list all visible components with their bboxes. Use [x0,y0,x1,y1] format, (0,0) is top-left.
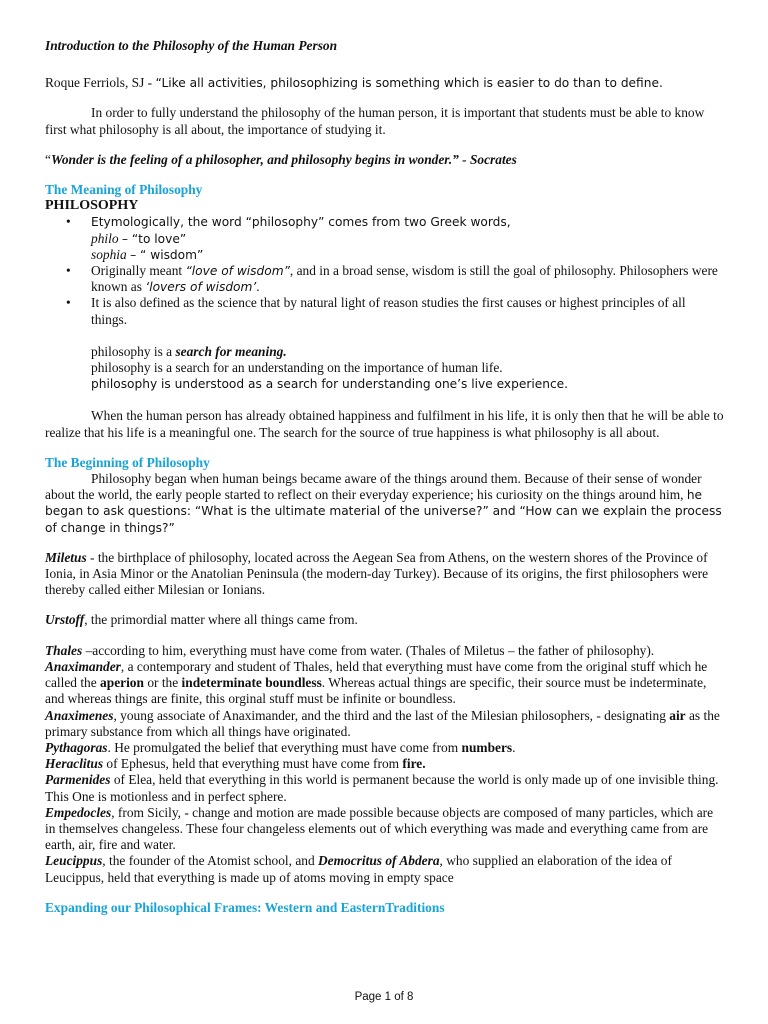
heraclitus-text: of Ephesus, held that everything must have come from [106,756,400,772]
socrates-quote [45,152,725,168]
parmenides-text: of Elea, held that everything in this world is permanent because the world is only made up of one invisible thing. This One is motionless and in perfect sphere. [45,772,719,804]
socrates-quote-text: Wonder is the feeling of a philosopher, and philosophy begins in wonder.” - Socrates [50,151,517,167]
heraclitus-term: Heraclitus [45,756,104,772]
leucippus-entry [45,853,725,885]
anaximenes-term: Anaximenes [45,707,114,723]
urstoff-text: , the primordial matter where all things came from. [84,612,358,628]
pythagoras-numbers: numbers [461,739,513,755]
philo-def: – “to love” [121,231,187,246]
beginning-questions: he began to ask questions: “What is the ultimate material of the universe?” and “How can we explain the process of change in things?” [45,488,722,535]
empedocles-term: Empedocles [45,804,112,820]
bullet-etymology [66,214,725,263]
empedocles-text: , from Sicily, - change and motion are made possible because objects are composed of many particles, which are in themselves changeless. These four changeless elements out of which everything was made and everything came from are earth, air, fire and water. [45,804,714,853]
sophia-word: sophia [91,246,127,262]
bullet-dot-icon: • [66,295,71,311]
miletus-text: - the birthplace of philosophy, located across the Aegean Sea from Athens, on the western shores of the Province of Ionia, in Asia Minor or the Anatolian Peninsula (the modern-day Turkey). Because of its origins, the first philosophers were thereby called either Milesian or Ionians. [45,549,709,598]
beginning-text: Philosophy began when human beings became aware of the things around them. Because of their sense of wonder about the world, the early people started to reflect on their everyday experience; his curiosity on the things around him, [45,471,702,503]
pythagoras-term: Pythagoras [45,739,108,755]
thales-term: Thales [45,642,83,658]
pythagoras-text-2: . [512,739,516,755]
philo-line [91,231,725,247]
anaximander-text-2: or the [147,675,179,691]
bullet2-part3: . [256,279,260,295]
socrates-open-quote: “ [45,151,51,167]
happiness-paragraph: When the human person has already obtained happiness and fulfilment in his life, it is only then that he will be able to realize that his life is a meaningful one. The search for the source of true happiness is what philosophy is all about. [45,408,724,440]
sophia-def: – “ wisdom” [130,247,204,262]
urstoff-term: Urstoff [45,612,85,628]
sophia-line [91,247,725,263]
intro-paragraph: In order to fully understand the philosophy of the human person, it is important that students must be able to know first what philosophy is all about, the importance of studying it. [45,105,705,137]
leucippus-text-2: , who supplied an elaboration of the idea of Leucippus, held that everything is made up of atoms moving in empty space [45,853,672,885]
anaximander-text-3: . Whereas actual things are specific, their source must be indeterminate, and whereas things are finite, this orginal stuff must be infinite or boundless. [45,675,707,707]
anaximander-aperion: aperion [100,675,144,691]
definitions-block [45,344,725,393]
bullet2-part2: , and in a broad sense, wisdom is still the goal of philosophy. Philosophers were known as [91,263,718,295]
definition-2: philosophy is a search for an understanding on the importance of human life. [91,360,503,376]
anaximander-text-1: , a contemporary and student of Thales, held that everything must have come from the original stuff which he called the [45,658,708,691]
def1-pre: philosophy is a [91,343,173,359]
beginning-paragraph [45,471,725,536]
philo-word: philo [91,230,119,246]
etymology-text: Etymologically, the word “philosophy” comes from two Greek words, [91,215,511,230]
pythagoras-entry [45,740,725,756]
definition-1 [91,344,725,360]
bullet-dot-icon: • [66,263,71,279]
anaximenes-air: air [669,707,686,723]
leucippus-text-1: , the founder of the Atomist school, and [102,853,315,869]
anaximander-entry [45,659,725,708]
parmenides-term: Parmenides [45,772,111,788]
thales-text: –according to him, everything must have come from water. (Thales of Miletus – the father of philosophy). [85,642,655,658]
anaximander-term: Anaximander [45,658,121,674]
definition-3: philosophy is understood as a search for understanding one’s live experience. [91,377,569,392]
anaximenes-text-1: , young associate of Anaximander, and the third and the last of the Milesian philosophers, - designating [113,707,666,723]
def1-bold: search for meaning. [175,343,287,359]
section-heading-meaning: The Meaning of Philosophy [45,182,203,198]
document-page [45,38,725,916]
meaning-bullet-list [45,214,725,327]
bullet2-italic1: “love of wisdom” [185,264,290,279]
democritus-term: Democritus of Abdera [318,853,440,869]
bullet2-part1: Originally meant [91,263,183,279]
parmenides-entry [45,772,725,804]
section-heading-beginning: The Beginning of Philosophy [45,454,210,470]
section-heading-expanding: Expanding our Philosophical Frames: Western and EasternTraditions [45,899,445,915]
urstoff-paragraph [45,612,725,628]
bullet2-italic2: ‘lovers of wisdom’ [145,280,257,295]
heraclitus-entry [45,756,725,772]
leucippus-term: Leucippus [45,853,103,869]
heraclitus-fire: fire. [402,756,426,772]
ferriols-quote [45,75,725,91]
pythagoras-text-1: . He promulgated the belief that everything must have come from [107,739,459,755]
anaximenes-text-2: as the primary substance from which all things have originated. [45,707,720,739]
anaximander-boundless: indeterminate boundless [181,675,322,691]
page-footer: Page 1 of 8 [354,991,414,1003]
bullet-science [66,295,725,327]
empedocles-entry [45,805,725,854]
bullet3-text: It is also defined as the science that by natural light of reason studies the first causes or highest principles of all things. [91,295,686,327]
quote-text: “Like all activities, philosophizing is something which is easier to do than to define. [155,76,663,91]
quote-author: Roque Ferriols, SJ - [45,75,153,91]
thales-entry [45,643,725,659]
miletus-term: Miletus [45,549,87,565]
document-title: Introduction to the Philosophy of the Human Person [45,38,338,53]
philosophy-label: PHILOSOPHY [45,198,139,214]
miletus-paragraph [45,550,725,599]
bullet-dot-icon: • [66,214,71,230]
bullet-love-of-wisdom [66,263,725,295]
anaximenes-entry [45,708,725,740]
